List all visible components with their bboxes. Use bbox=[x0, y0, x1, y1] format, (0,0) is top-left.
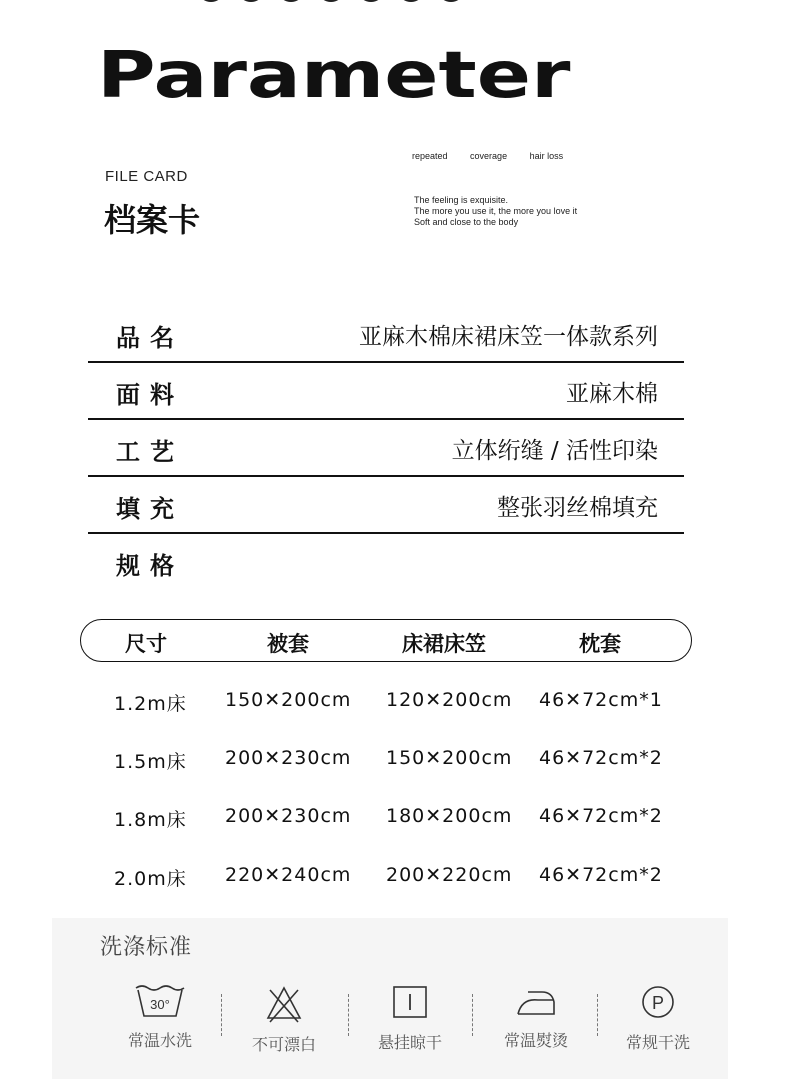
param-value: 立体绗缝 / 活性印染 bbox=[451, 438, 658, 464]
param-label: 工艺 bbox=[116, 438, 184, 466]
care-item-hang-dry bbox=[350, 984, 470, 1053]
param-row-name bbox=[88, 306, 684, 363]
param-row-spec bbox=[88, 534, 684, 591]
table-row bbox=[0, 747, 790, 777]
tagline bbox=[414, 195, 577, 228]
care-label: 常规干洗 bbox=[625, 1033, 690, 1052]
table-row bbox=[0, 689, 790, 719]
care-item-iron bbox=[476, 984, 596, 1051]
care-label: 常温水洗 bbox=[127, 1031, 192, 1050]
care-item-wash bbox=[100, 984, 220, 1051]
iron-icon bbox=[512, 984, 560, 1020]
cell-size: 2.0m床 bbox=[114, 868, 187, 890]
parameter-list bbox=[88, 306, 684, 591]
page-title: Parameter bbox=[97, 39, 571, 113]
param-label: 填充 bbox=[116, 495, 184, 523]
header-duvet: 被套 bbox=[267, 632, 309, 656]
header-pillowcase: 枕套 bbox=[579, 632, 621, 656]
cell-duvet: 200✕230cm bbox=[225, 747, 352, 769]
dry-clean-icon bbox=[638, 984, 678, 1022]
cell-size: 1.8m床 bbox=[114, 809, 187, 831]
param-row-craft bbox=[88, 420, 684, 477]
cell-bed-skirt: 200✕220cm bbox=[386, 864, 513, 886]
file-card-label-en: FILE CARD bbox=[105, 168, 188, 185]
cell-bed-skirt: 180✕200cm bbox=[386, 805, 513, 827]
tag-coverage: coverage bbox=[470, 151, 508, 161]
cell-bed-skirt: 150✕200cm bbox=[386, 747, 513, 769]
cell-pillowcase: 46✕72cm*2 bbox=[539, 864, 663, 886]
cell-duvet: 150✕200cm bbox=[225, 689, 352, 711]
cell-duvet: 220✕240cm bbox=[225, 864, 352, 886]
file-card-label-cn: 档案卡 bbox=[104, 201, 201, 239]
tagline-line: The feeling is exquisite. bbox=[414, 195, 509, 205]
param-row-fabric bbox=[88, 363, 684, 420]
param-label: 规格 bbox=[116, 552, 184, 580]
cell-bed-skirt: 120✕200cm bbox=[386, 689, 513, 711]
cell-pillowcase: 46✕72cm*2 bbox=[539, 805, 663, 827]
care-item-no-bleach bbox=[224, 984, 344, 1055]
feature-tags bbox=[412, 151, 583, 161]
care-divider bbox=[472, 994, 473, 1036]
tag-repeated: repeated bbox=[412, 151, 448, 161]
cell-pillowcase: 46✕72cm*2 bbox=[539, 747, 663, 769]
param-row-filling bbox=[88, 477, 684, 534]
no-bleach-icon bbox=[262, 984, 306, 1024]
wash-temp-label: 30° bbox=[150, 997, 170, 1012]
care-divider bbox=[348, 994, 349, 1036]
care-panel bbox=[52, 918, 728, 1079]
header-size: 尺寸 bbox=[125, 632, 167, 656]
care-title: 洗涤标准 bbox=[100, 935, 193, 960]
tag-hair-loss: hair loss bbox=[529, 151, 564, 161]
param-value: 亚麻木棉床裙床笠一体款系列 bbox=[359, 324, 658, 350]
size-table-header bbox=[80, 619, 692, 662]
param-value: 整张羽丝棉填充 bbox=[497, 495, 658, 521]
tagline-line: The more you use it, the more you love it bbox=[414, 206, 578, 216]
cell-duvet: 200✕230cm bbox=[225, 805, 352, 827]
param-label: 面料 bbox=[116, 381, 184, 409]
dry-clean-letter: P bbox=[651, 993, 665, 1013]
cell-pillowcase: 46✕72cm*1 bbox=[539, 689, 663, 711]
cell-size: 1.2m床 bbox=[114, 693, 187, 715]
cell-size: 1.5m床 bbox=[114, 751, 187, 773]
care-label: 常温熨烫 bbox=[503, 1031, 568, 1050]
table-row bbox=[0, 864, 790, 894]
table-row bbox=[0, 805, 790, 835]
care-label: 悬挂晾干 bbox=[377, 1033, 442, 1052]
top-decoration bbox=[200, 0, 580, 4]
tagline-line: Soft and close to the body bbox=[414, 217, 519, 227]
param-value: 亚麻木棉 bbox=[566, 381, 658, 407]
wash-30-icon bbox=[134, 984, 186, 1020]
param-label: 品名 bbox=[116, 324, 184, 352]
care-label: 不可漂白 bbox=[251, 1035, 316, 1054]
care-item-dry-clean bbox=[598, 984, 718, 1053]
header-bed-skirt: 床裙床笠 bbox=[402, 632, 486, 656]
hang-dry-icon bbox=[390, 984, 430, 1022]
care-divider bbox=[221, 994, 222, 1036]
